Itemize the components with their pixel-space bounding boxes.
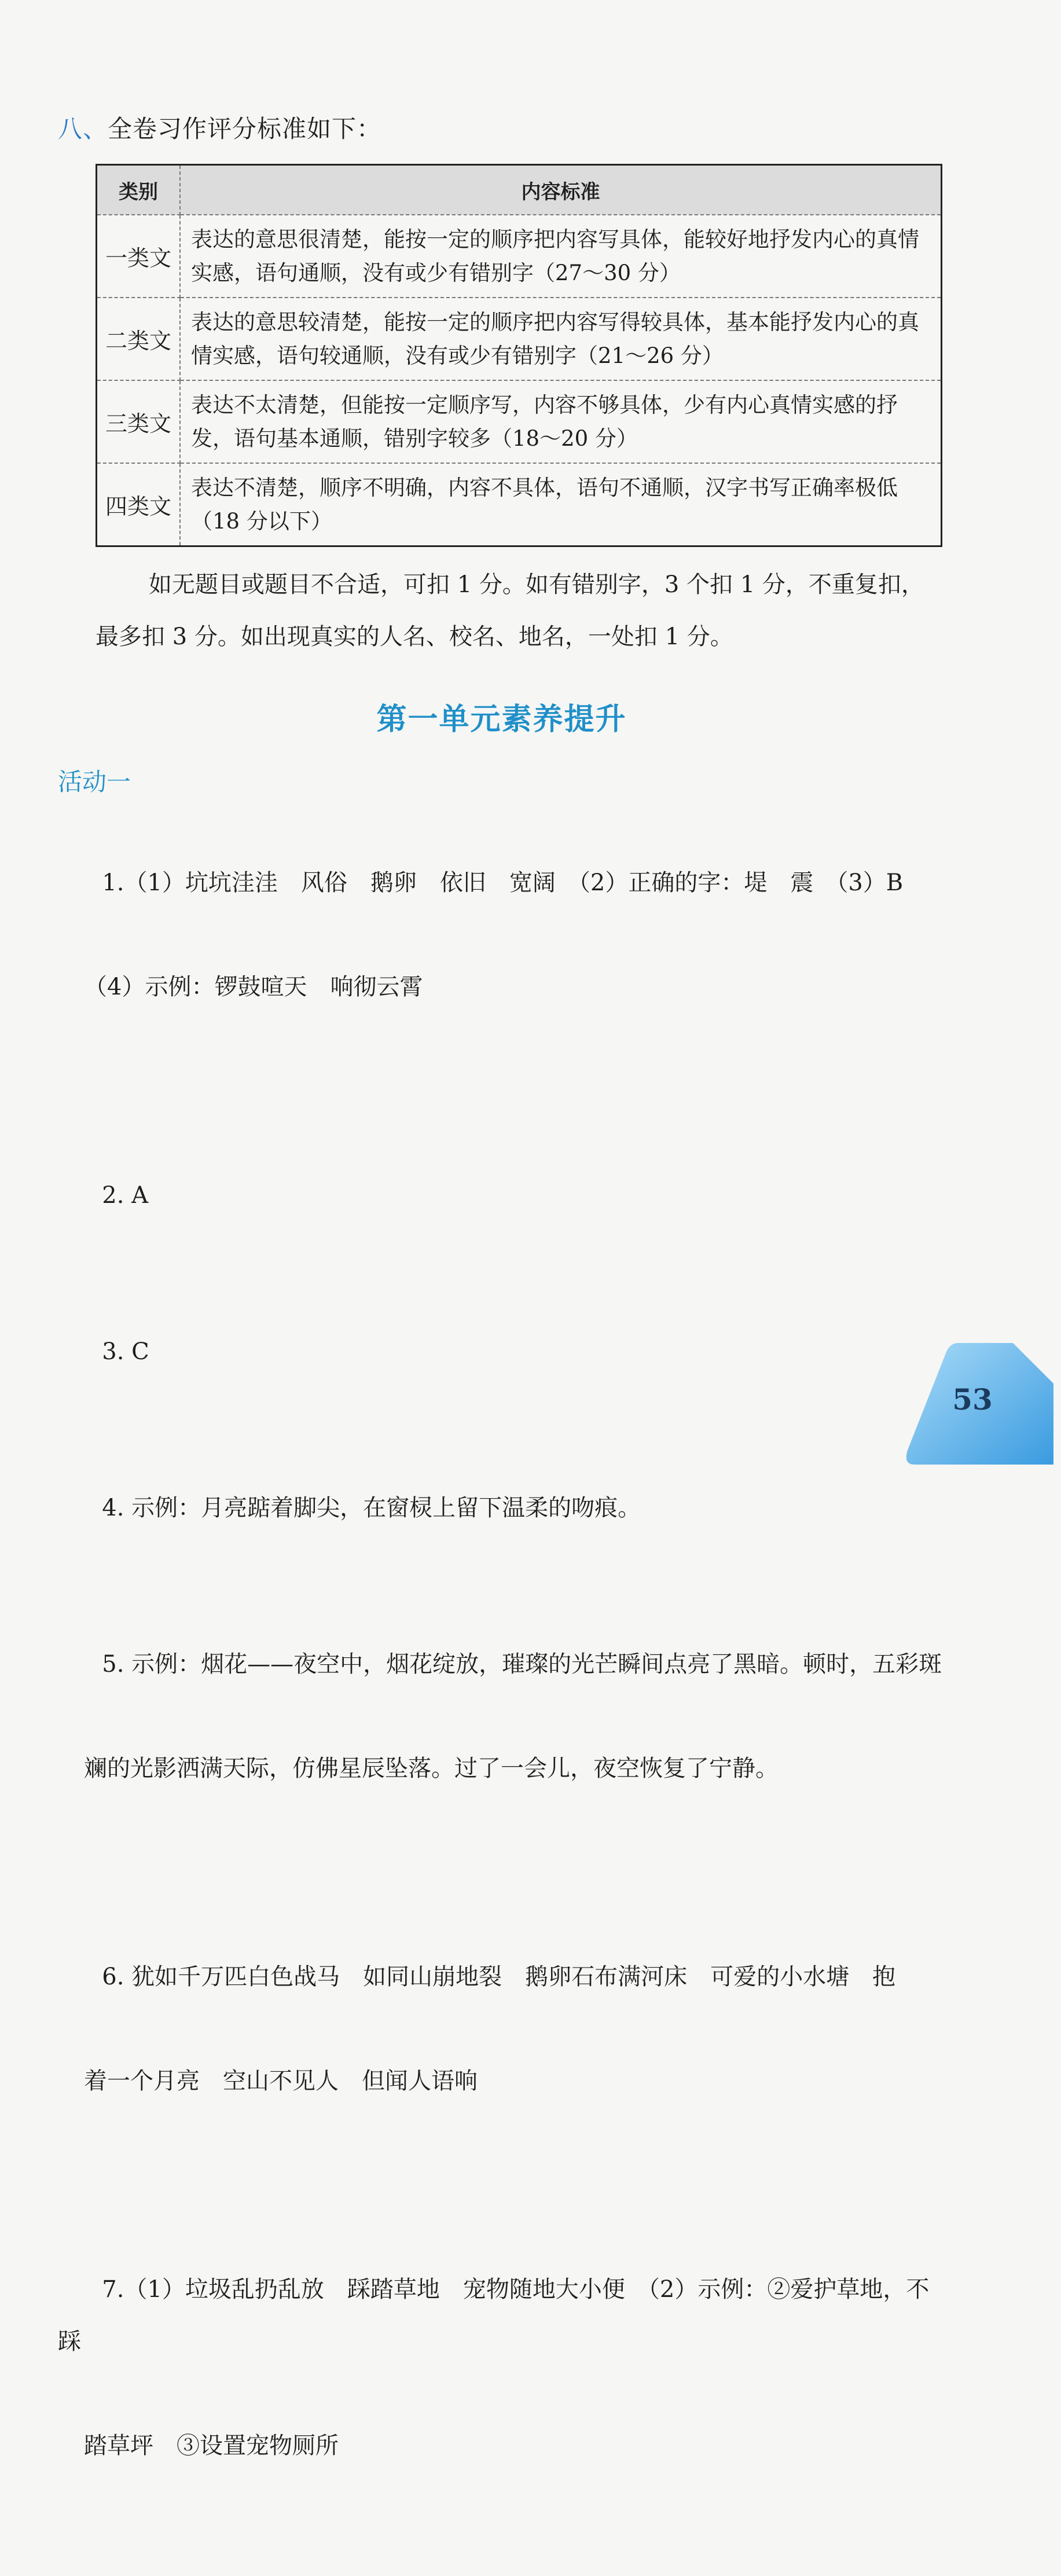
answer-item: [58, 1117, 943, 1274]
header-category: 类别: [97, 165, 181, 215]
unit-title: 第一单元素养提升: [376, 702, 627, 737]
deduction-note: 如无题目或题目不合适，可扣 1 分。如有错别字，3 个扣 1 分，不重复扣，最多扣 3 分。如出现真实的人名、校名、地名，一处扣 1 分。: [96, 571, 924, 650]
answer-item: [58, 1899, 943, 2211]
answer-line: 4. 示例：月亮踮着脚尖，在窗棂上留下温柔的吻痕。: [102, 1495, 641, 1521]
row-category: 一类文: [97, 215, 181, 298]
row-category: 四类文: [97, 463, 181, 546]
answer-list: [58, 805, 943, 2576]
table-row: [97, 215, 942, 298]
answer-item: [58, 1586, 943, 1899]
answer-line-continued: （4）示例：锣鼓喧天 响彻云霄: [84, 974, 423, 1000]
section-title: 全卷习作评分标准如下：: [108, 115, 382, 143]
activity-heading: 活动一: [58, 768, 131, 796]
answer-line-continued: 踏草坪 ③设置宠物厕所: [84, 2432, 339, 2459]
table-row: [97, 298, 942, 380]
answer-item: [58, 2211, 943, 2576]
section-heading: [58, 110, 381, 145]
answer-line: 7.（1）垃圾乱扔乱放 踩踏草地 宠物随地大小便 （2）示例：②爱护草地，不踩: [58, 2276, 930, 2355]
row-standard: 表达不清楚，顺序不明确，内容不具体，语句不通顺，汉字书写正确率极低（18 分以下）: [191, 475, 898, 534]
row-standard: 表达的意思很清楚，能按一定的顺序把内容写具体，能较好地抒发内心的真情实感，语句通顺，没有或少有错别字（27～30 分）: [180, 215, 942, 298]
answer-item: [58, 1430, 943, 1586]
answer-item: [58, 805, 943, 1117]
table-row: [97, 463, 942, 546]
row-standard: 表达不太清楚，但能按一定顺序写，内容不够具体，少有内心真情实感的抒发，语句基本通顺，错别字较多（18～20 分）: [180, 380, 942, 463]
grading-table: [96, 164, 942, 547]
answer-line-continued: 斓的光影洒满天际，仿佛星辰坠落。过了一会儿，夜空恢复了宁静。: [84, 1755, 779, 1782]
answer-line: 3. C: [102, 1338, 149, 1365]
row-category: 三类文: [97, 380, 181, 463]
answer-line-continued: 着一个月亮 空山不见人 但闻人语响: [84, 2068, 478, 2094]
answer-line: 1.（1）坑坑洼洼 风俗 鹅卵 依旧 宽阔 （2）正确的字：堤 震 （3）B: [102, 869, 904, 896]
answer-line: 5. 示例：烟花——夜空中，烟花绽放，璀璨的光芒瞬间点亮了黑暗。顿时，五彩斑: [102, 1651, 942, 1678]
answer-line: 2. A: [102, 1182, 149, 1209]
page-number: 53: [952, 1382, 993, 1417]
section-number: 八、: [58, 115, 108, 143]
answer-line: 6. 犹如千万匹白色战马 如同山崩地裂 鹅卵石布满河床 可爱的小水塘 抱: [102, 1964, 896, 1990]
header-standard: 内容标准: [180, 165, 942, 215]
answer-item: [58, 1274, 943, 1430]
table-header-row: [97, 165, 942, 215]
row-standard: 表达的意思较清楚，能按一定的顺序把内容写得较具体，基本能抒发内心的真情实感，语句较通顺，没有或少有错别字（21～26 分）: [180, 298, 942, 380]
table-row: [97, 380, 942, 463]
row-category: 二类文: [97, 298, 181, 380]
